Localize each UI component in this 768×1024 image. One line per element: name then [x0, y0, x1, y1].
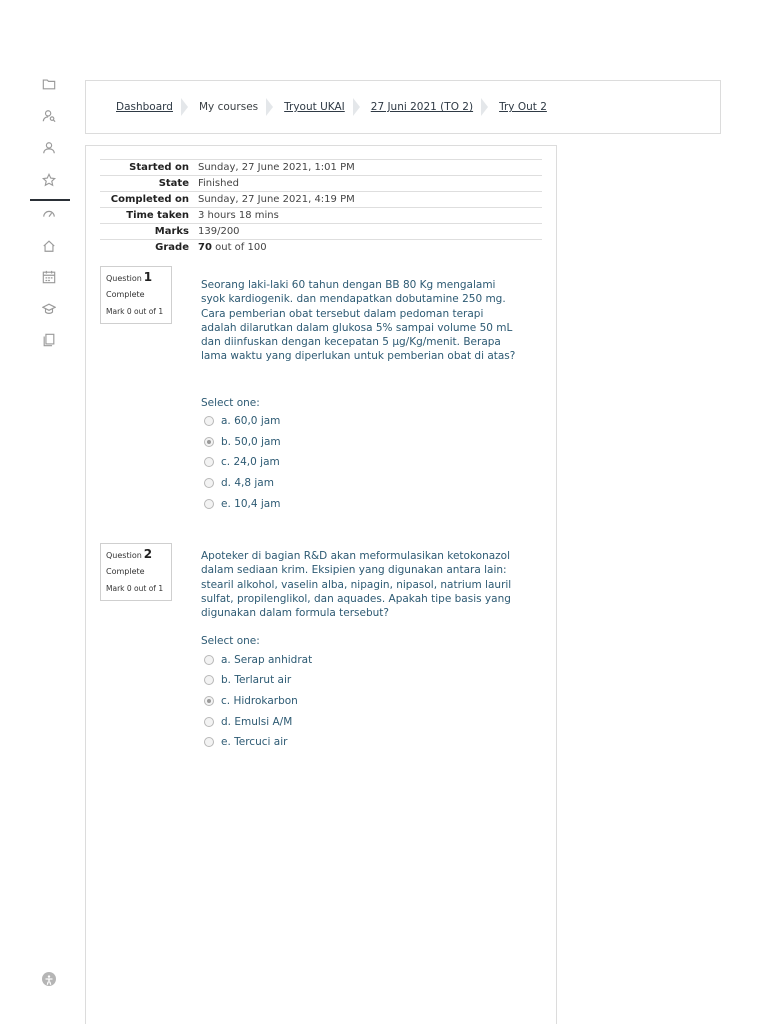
radio-button[interactable]	[204, 457, 214, 467]
breadcrumb	[116, 98, 547, 116]
question-2-option-a[interactable]: a. Serap anhidrat	[204, 653, 312, 667]
question-2-prompt: Select one:	[201, 635, 260, 647]
breadcrumb-separator-icon	[266, 98, 275, 116]
question-1-option-e[interactable]: e. 10,4 jam	[204, 497, 280, 511]
user-icon[interactable]	[40, 139, 58, 157]
summary-row-marks	[100, 224, 542, 240]
question-1-option-b[interactable]: b. 50,0 jam	[204, 435, 281, 449]
radio-button[interactable]	[204, 717, 214, 727]
question-number-value: 2	[143, 547, 153, 561]
question-number: Question 2	[106, 547, 153, 561]
summary-value: 3 hours 18 mins	[198, 210, 279, 221]
summary-label: Grade	[155, 242, 189, 254]
summary-row-started	[100, 160, 542, 176]
radio-button-selected[interactable]	[204, 437, 214, 447]
question-2-text: Apoteker di bagian R&D akan meformulasikan ketokonazol dalam sediaan krim. Eksipien yang digunakan antara lain: stearil alkohol, vaselin alba, nipagin, nipasol, natrium lauril sulfat, propilenglikol, dan aquades. Apakah tipe basis yang digunakan dalam formula tersebut?	[201, 550, 512, 620]
home-icon[interactable]	[40, 237, 58, 255]
summary-value: 139/200	[198, 226, 240, 237]
question-1-prompt: Select one:	[201, 397, 260, 409]
question-mark: Mark 0 out of 1	[106, 307, 164, 316]
breadcrumb-separator-icon	[181, 98, 190, 116]
summary-value: Sunday, 27 June 2021, 4:19 PM	[198, 194, 355, 205]
question-1-option-c[interactable]: c. 24,0 jam	[204, 455, 280, 469]
question-1-option-d[interactable]: d. 4,8 jam	[204, 476, 274, 490]
summary-value	[198, 240, 542, 256]
active-item-indicator	[30, 199, 70, 201]
summary-label: Completed on	[110, 194, 189, 205]
breadcrumb-my-courses: My courses	[198, 101, 259, 113]
question-number-value: 1	[143, 270, 153, 284]
graduation-cap-icon[interactable]	[40, 300, 58, 318]
summary-label: State	[158, 178, 189, 189]
summary-row-completed	[100, 192, 542, 208]
nav-rail	[0, 0, 86, 1024]
summary-value: Finished	[198, 178, 239, 189]
star-icon[interactable]	[40, 171, 58, 189]
breadcrumb-dashboard[interactable]: Dashboard	[116, 101, 173, 113]
summary-label: Time taken	[126, 210, 189, 221]
files-icon[interactable]	[40, 331, 58, 349]
grade-score: 70	[198, 242, 212, 254]
summary-label: Marks	[154, 226, 189, 237]
question-2-info	[100, 543, 172, 601]
radio-button[interactable]	[204, 499, 214, 509]
question-2-option-c[interactable]: c. Hidrokarbon	[204, 694, 298, 708]
breadcrumb-try-out-2[interactable]: Try Out 2	[499, 101, 547, 113]
folder-icon[interactable]	[40, 75, 58, 93]
question-number: Question 1	[106, 270, 153, 284]
breadcrumb-tryout-ukai[interactable]: Tryout UKAI	[284, 101, 345, 113]
question-state: Complete	[106, 567, 145, 576]
breadcrumb-separator-icon	[353, 98, 362, 116]
attempt-summary-table	[100, 159, 542, 256]
question-1-text: Seorang laki-laki 60 tahun dengan BB 80 Kg mengalami syok kardiogenik. dan mendapatkan dobutamine 250 mg. Cara pemberian obat tersebut dalam pedoman terapi adalah dilarutkan dalam glukosa 5% sampai volume 50 mL dan diinfuskan dengan kecepatan 5 μg/Kg/menit. Berapa lama waktu yang diperlukan untuk pemberian obat di atas?	[201, 279, 516, 363]
radio-button-selected[interactable]	[204, 696, 214, 706]
summary-row-time-taken	[100, 208, 542, 224]
question-mark: Mark 0 out of 1	[106, 584, 164, 593]
question-1-option-a[interactable]: a. 60,0 jam	[204, 414, 280, 428]
breadcrumb-bar	[85, 80, 721, 134]
accessibility-icon[interactable]	[42, 972, 56, 986]
user-search-icon[interactable]	[40, 107, 58, 125]
summary-row-state	[100, 176, 542, 192]
breadcrumb-to2[interactable]: 27 Juni 2021 (TO 2)	[370, 101, 474, 113]
radio-button[interactable]	[204, 416, 214, 426]
radio-button[interactable]	[204, 655, 214, 665]
question-2-option-e[interactable]: e. Tercuci air	[204, 735, 287, 749]
quiz-review-panel	[85, 145, 557, 1024]
radio-button[interactable]	[204, 737, 214, 747]
breadcrumb-separator-icon	[481, 98, 490, 116]
summary-row-grade	[100, 240, 542, 256]
dashboard-gauge-icon[interactable]	[40, 205, 58, 223]
question-state: Complete	[106, 290, 145, 299]
question-2-option-d[interactable]: d. Emulsi A/M	[204, 715, 292, 729]
question-1-info	[100, 266, 172, 324]
radio-button[interactable]	[204, 478, 214, 488]
radio-button[interactable]	[204, 675, 214, 685]
summary-value: Sunday, 27 June 2021, 1:01 PM	[198, 162, 355, 173]
grade-suffix: out of 100	[215, 242, 267, 254]
summary-label: Started on	[129, 162, 189, 173]
calendar-icon[interactable]	[40, 268, 58, 286]
question-2-option-b[interactable]: b. Terlarut air	[204, 673, 291, 687]
